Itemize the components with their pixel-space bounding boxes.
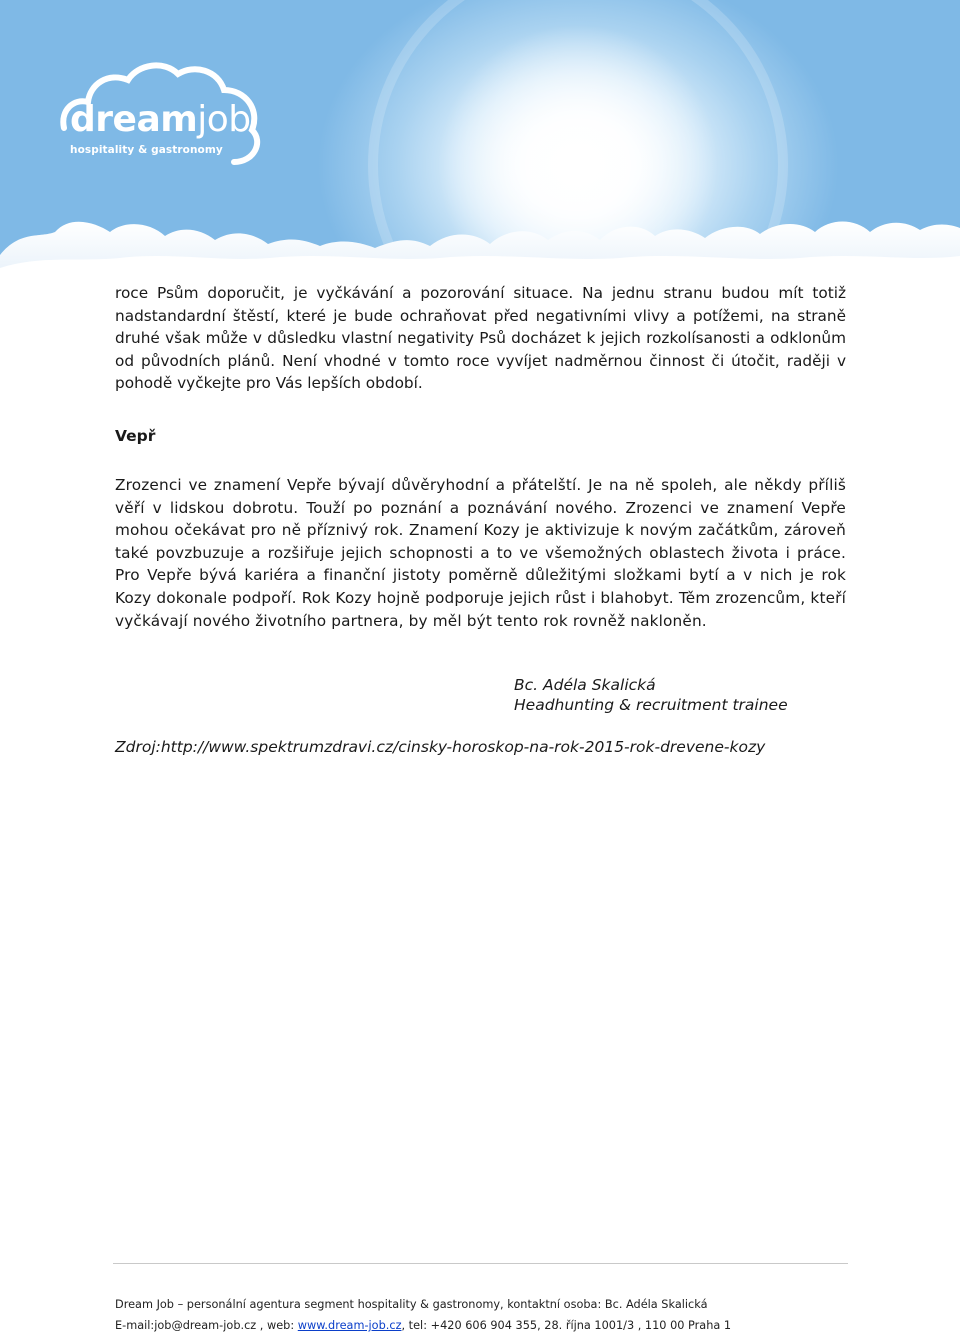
signature-role: Headhunting & recruitment trainee	[514, 696, 788, 714]
footer-web-link[interactable]: www.dream-job.cz	[297, 1319, 402, 1332]
paragraph-vepr: Zrozenci ve znamení Vepře bývají důvěryhodní a přátelští. Je na ně spoleh, ale někdy příliš věří v lidskou dobrotu. Touží po poznání a poznávání nového. Zrozenci ve znamení Vepře mohou očekávat pro ně příznivý rok. Znamení Kozy je aktivizuje k novým začátkům, zároveň také povzbuzuje a rozšiřuje jejich schopnosti a to ve všemožných oblastech života i práce. Pro Vepře bývá kariéra a finanční jistoty poměrně důležitými složkami bytí a v nich je rok Kozy dokonale podpoří. Rok Kozy hojně podporuje jejich růst i blahobyt. Těm zrozencům, kteří vyčkávají nového životního partnera, by měl být tento rok rovněž nakloněn.	[115, 476, 846, 630]
footer-contact-line	[115, 1315, 731, 1336]
footer-company-line: Dream Job – personální agentura segment hospitality & gastronomy, kontaktní osoba: Bc. Adéla Skalická	[115, 1298, 708, 1311]
dreamjob-logo	[58, 58, 268, 178]
logo-tagline: hospitality & gastronomy	[70, 144, 223, 156]
body-text-block	[115, 282, 846, 395]
footer-address: , tel: +420 606 904 355, 28. října 1001/3 , 110 00 Praha 1	[401, 1319, 732, 1332]
source-citation: Zdroj:http://www.spektrumzdravi.cz/cinsky-horoskop-na-rok-2015-rok-drevene-kozy	[115, 738, 766, 756]
page-footer	[115, 1294, 731, 1336]
section-heading-vepr: Vepř	[115, 427, 156, 445]
page-header-banner	[0, 0, 960, 275]
footer-divider	[113, 1263, 848, 1264]
logo-wordmark: dreamjob	[70, 99, 251, 140]
signature-name: Bc. Adéla Skalická	[514, 676, 656, 694]
footer-email: E-mail:job@dream-job.cz , web:	[115, 1319, 298, 1332]
paragraph-pes: roce Psům doporučit, je vyčkávání a pozorování situace. Na jednu stranu budou mít totiž nadstandardní štěstí, které je bude ochraňovat před negativními vlivy a potížemi, na straně druhé však může v důsledku vlastní negativity Psů docházet k jejich rozkolísanosti a odklonům od původních plánů. Není vhodné v tomto roce vyvíjet nadměrnou činnost či útočit, raději v pohodě vyčkejte pro Vás lepších období.	[115, 284, 846, 392]
signature-block	[514, 675, 788, 715]
